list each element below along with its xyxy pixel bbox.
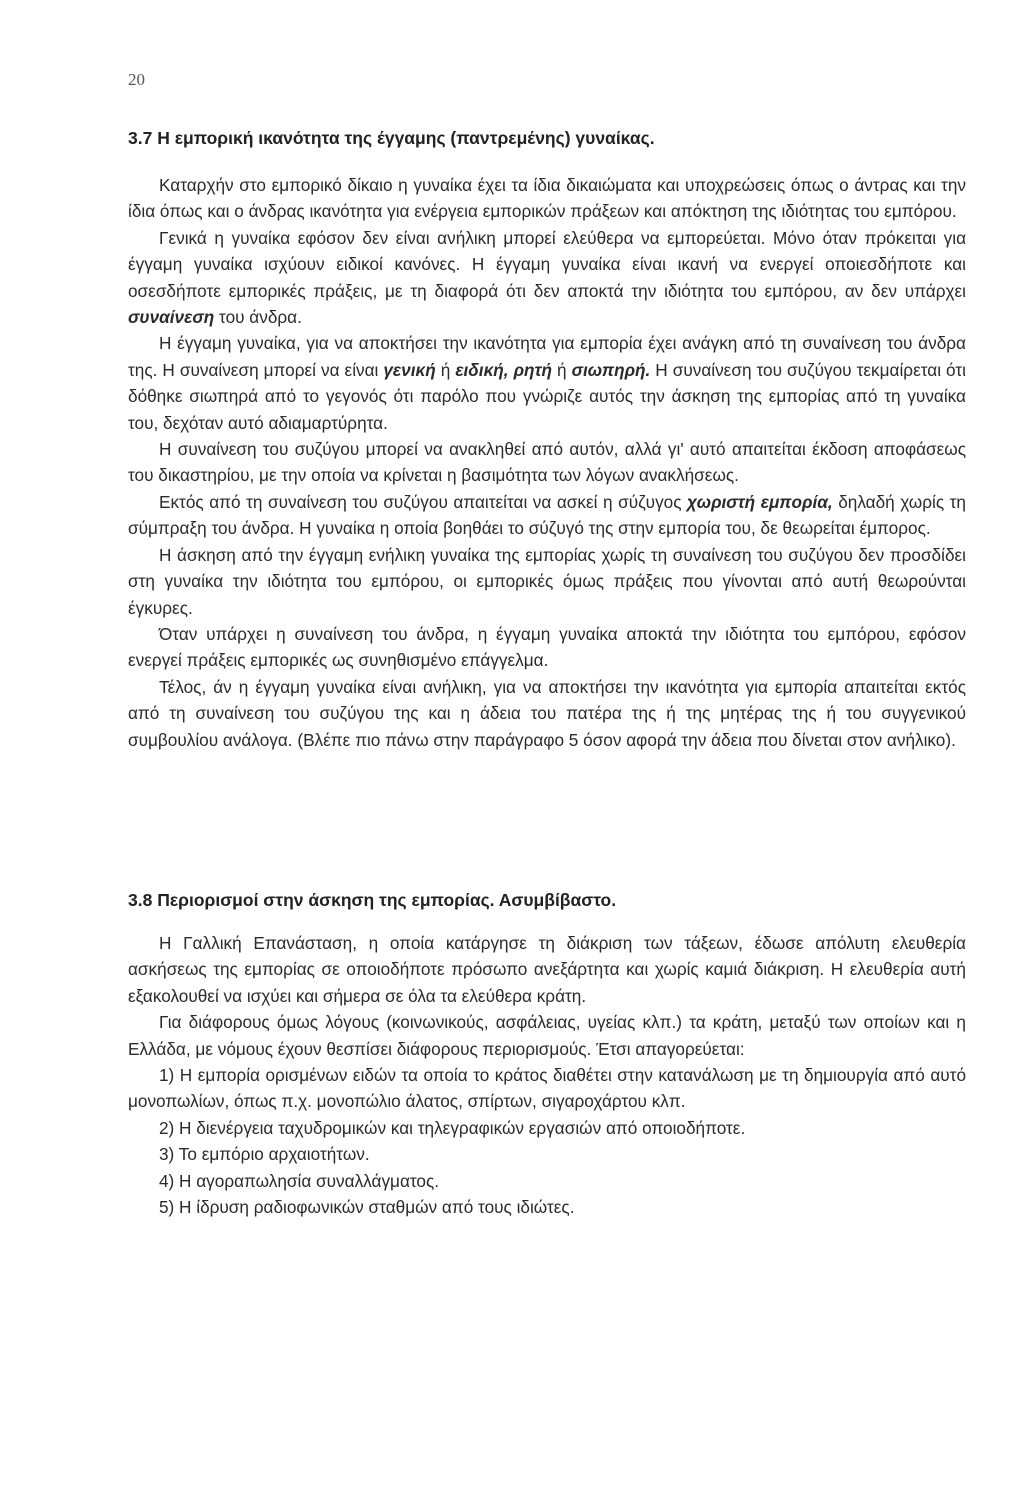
list-item: 2) Η διενέργεια ταχυδρομικών και τηλεγραφικών εργασιών από οποιοδήποτε. [159, 1117, 746, 1138]
list-item: 3) Το εμπόριο αρχαιοτήτων. [159, 1144, 370, 1165]
paragraph-text: Η έγγαμη γυναίκα, για να αποκτήσει την ικανότητα για εμπορία έχει ανάγκη από τη συναίνεση του άνδρα της. Η συναίνεση μπορεί να είναι [128, 333, 966, 380]
page-number: 20 [128, 70, 145, 89]
section-body [128, 930, 966, 1220]
paragraph: Η Γαλλική Επανάσταση, η οποία κατάργησε τη διάκριση των τάξεων, έδωσε απόλυτη ελευθερία ασκήσεως της εμπορίας σε οποιοδήποτε πρόσωπο ανεξάρτητα και χωρίς καμιά διάκριση. Η ελευθερία αυτή εξακολουθεί να ισχύει και σήμερα σε όλα τα ελεύθερα κράτη. [128, 933, 966, 1006]
emphasis-text: γενική [383, 359, 436, 380]
emphasis-text: σιωπηρή. [571, 359, 651, 380]
section-heading: 3.7 Η εμπορική ικανότητα της έγγαμης (παντρεμένης) γυναίκας. [128, 128, 655, 148]
paragraph-text: Η συναίνεση του συζύγου τεκμαίρεται ότι δόθηκε σιωπηρά από το γεγονός ότι παρόλο που γνώριζε αυτός την άσκηση της εμπορίας από τη γυναίκα του, δεχόταν αυτό αδιαμαρτύρητα. [128, 359, 966, 433]
paragraph-text: ή [440, 359, 451, 380]
emphasis-text: συναίνεση [128, 307, 215, 328]
paragraph-text: Γενικά η γυναίκα εφόσον δεν είναι ανήλικη μπορεί ελεύθερα να εμπορεύεται. Μόνο όταν πρόκειται για έγγαμη γυναίκα ισχύουν ειδικοί κανόνες. Η έγγαμη γυναίκα είναι ικανή να ενεργεί οποιεσδήποτε και οσεσδήποτε εμπορικές πράξεις, με τη διαφορά ότι δεν αποκτά την ιδιότητα του εμπόρου, αν δεν υπάρχει [128, 227, 966, 301]
paragraph: Τέλος, άν η έγγαμη γυναίκα είναι ανήλικη, για να αποκτήσει την ικανότητα για εμπορία απαιτείται εκτός από τη συναίνεση του συζύγου της και η άδεια του πατέρα της ή της μητέρας της ή του συγγενικού συμβουλίου ανάλογα. (Βλέπε πιο πάνω στην παράγραφο 5 όσον αφορά την άδεια που δίνεται στον ανήλικο). [128, 676, 966, 750]
paragraph [128, 225, 966, 331]
list-item: 5) Η ίδρυση ραδιοφωνικών σταθμών από τους ιδιώτες. [159, 1197, 575, 1218]
paragraph [128, 489, 966, 542]
paragraph: Η συναίνεση του συζύγου μπορεί να ανακληθεί από αυτόν, αλλά γι' αυτό απαιτείται έκδοση αποφάσεως του δικαστηρίου, με την οποία να κρίνεται η βασιμότητα των λόγων ανακλήσεως. [128, 439, 966, 486]
paragraph: Η άσκηση από την έγγαμη ενήλικη γυναίκα της εμπορίας χωρίς τη συναίνεση του συζύγου δεν προσδίδει στη γυναίκα την ιδιότητα του εμπόρου, οι εμπορικές όμως πράξεις που γίνονται από αυτή θεωρούνται έγκυρες. [128, 544, 966, 618]
paragraph: Καταρχήν στο εμπορικό δίκαιο η γυναίκα έχει τα ίδια δικαιώματα και υποχρεώσεις όπως ο άντρας και την ίδια όπως και ο άνδρας ικανότητα για ενέργεια εμπορικών πράξεων και απόκτηση της ιδιότητας του εμπόρου. [128, 175, 966, 222]
paragraph [128, 330, 966, 436]
emphasis-text: ειδική, ρητή [455, 359, 553, 380]
paragraph: Για διάφορους όμως λόγους (κοινωνικούς, ασφάλειας, υγείας κλπ.) τα κράτη, μεταξύ των οποίων και η Ελλάδα, με νόμους έχουν θεσπίσει διάφορους περιορισμούς. Έτσι απαγορεύεται: [128, 1012, 966, 1059]
list-item: 1) Η εμπορία ορισμένων ειδών τα οποία το κράτος διαθέτει στην κατανάλωση με τη δημιουργία από αυτό μονοπωλίων, όπως π.χ. μονοπώλιο άλατος, σπίρτων, σιγαροχάρτου κλπ. [128, 1065, 966, 1112]
paragraph-text: ή [557, 359, 567, 380]
paragraph-text: Εκτός από τη συναίνεση του συζύγου απαιτείται να ασκεί η σύζυγος [159, 491, 682, 512]
emphasis-text: χωριστή εμπορία, [687, 491, 833, 512]
paragraph-text: δηλαδή χωρίς τη σύμπραξη του άνδρα. Η γυναίκα η οποία βοηθάει το σύζυγό της στην εμπορία του, δε θεωρείται έμπορος. [128, 491, 966, 539]
section-body [128, 172, 966, 753]
paragraph: Όταν υπάρχει η συναίνεση του άνδρα, η έγγαμη γυναίκα αποκτά την ιδιότητα του εμπόρου, εφόσον ενεργεί πράξεις εμπορικές ως συνηθισμένο επάγγελμα. [128, 623, 966, 671]
list-item: 4) Η αγοραπωλησία συναλλάγματος. [159, 1170, 440, 1191]
section-heading: 3.8 Περιορισμοί στην άσκηση της εμπορίας. Ασυμβίβαστο. [128, 890, 617, 910]
paragraph-text: του άνδρα. [219, 307, 302, 328]
